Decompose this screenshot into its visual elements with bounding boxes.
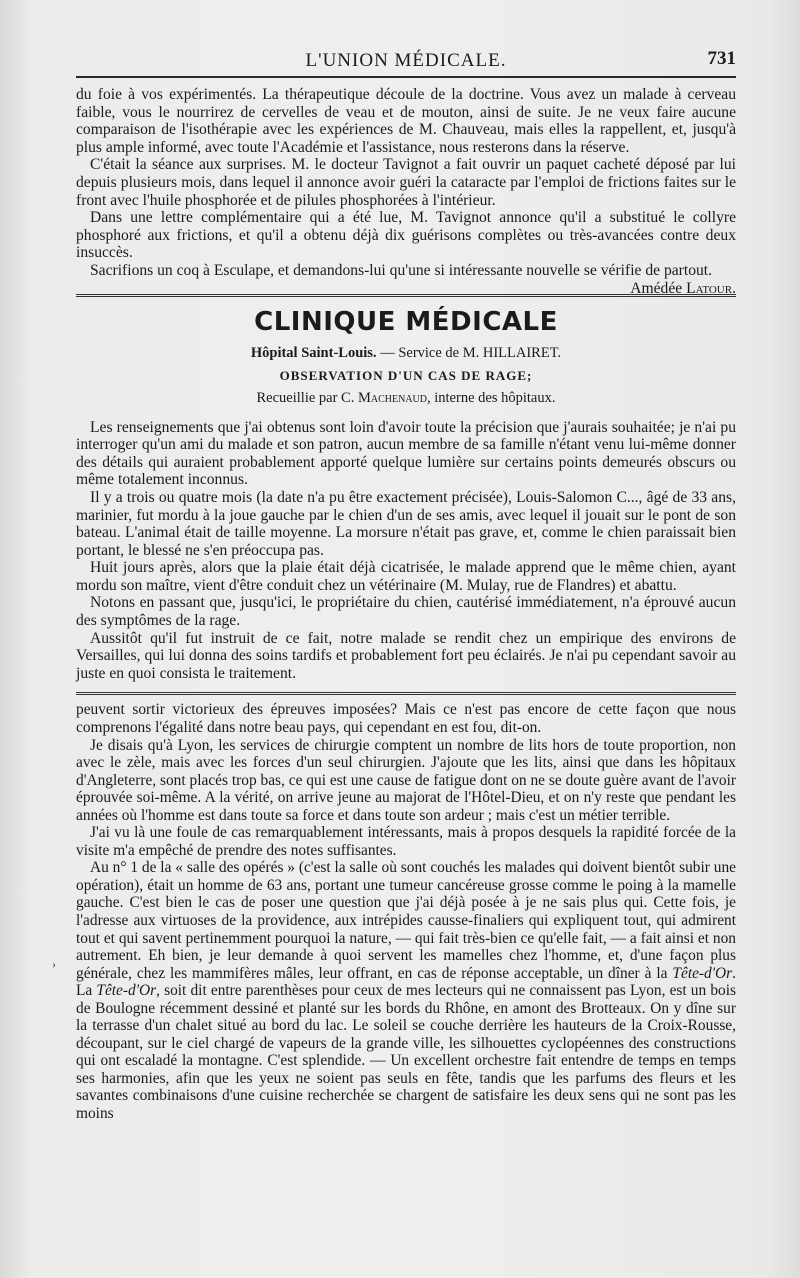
page-content — [76, 44, 736, 1123]
feuilleton-section — [76, 701, 736, 1122]
observation-title: OBSERVATION D'UN CAS DE RAGE; — [279, 367, 533, 383]
feuilleton-long-part-1: Au n° 1 de la « salle des opérés » (c'est la salle où sont couchés les malades qui doivent bientôt subir une opération), était un homme de 63 ans, portant une tumeur cancéreuse grosse comme le poing à la mamelle gauche. C'est bien le cas de poser une question que j'ai déjà posée à je ne sais plus qui. Cette fois, je l'adresse aux virtuoses de la providence, aux intrépides causse-finaliers qui expliquent tout, qui admirent tout et qui savent pertinemment pourquoi la nature, — qui fait très-bien ce qu'elle fait, — a fait ainsi et non autrement. Eh bien, je leur demande à quoi servent les mamelles chez l'homme, et, d'une façon plus générale, chez les mammifères mâles, leur offrant, en cas de réponse acceptable, un dîner à la — [76, 859, 736, 982]
recueil-author: Machenaud — [357, 389, 427, 406]
service-name: — Service de M. HILLAIRET. — [380, 344, 562, 361]
clinic-body — [76, 419, 736, 683]
signature-first-name: Amédée — [630, 279, 683, 297]
section-title: CLINIQUE MÉDICALE — [254, 306, 558, 337]
intro-paragraph-1: du foie à vos expérimentés. La thérapeutique découle de la doctrine. Vous avez un malade à cerveau faible, vous le nourrirez de cervelles de veau et de mouton, ainsi de suite. Je ne veux faire aucune comparaison de l'isothérapie avec les expériences de M. Chauveau, mais elles la rappellent, et, jusqu'à plus ample informé, avec toute l'Académie et l'assistance, nous resterons dans la réserve. — [76, 86, 736, 156]
clinic-paragraph-3: Huit jours après, alors que la plaie était déjà cicatrisée, le malade apprend que le même chien, ayant mordu son maître, vient d'être conduit chez un vétérinaire (M. Mulay, rue de Flandres) et abattu. — [76, 559, 736, 594]
clinic-paragraph-5: Aussitôt qu'il fut instruit de ce fait, notre malade se rendit chez un empirique des environs de Versailles, qui lui donna des soins tardifs et probablement fort peu éclairés. Je n'ai pu cependant savoir au juste en quoi consista le traitement. — [76, 629, 736, 682]
tete-dor-ref-2: Tête-d'Or — [96, 982, 157, 1000]
feuilleton-divider — [76, 692, 736, 695]
feuilleton-paragraph-2: Je disais qu'à Lyon, les services de chirurgie comptent un nombre de lits hors de toute proportion, non avec le zèle, mais avec les forces d'un seul chirurgien. J'ajoute que les lits, ainsi que dans les hôpitaux d'Angleterre, sont placés trop bas, ce qui est une cause de fatigue dont on ne se doute guère avant de l'avoir éprouvée soi-même. A la vérité, on arrive jeune au majorat de l'Hôtel-Dieu, et on n'y reste que pendant les années où l'homme est dans toute sa force et dans toute son ardeur ; mais c'est un métier terrible. — [76, 736, 736, 824]
intro-last-paragraph: Sacrifions un coq à Esculape, et demandons-lui qu'une si intéressante nouvelle se vérifie de partout. — [90, 261, 713, 279]
recueil-suffix: , interne des hôpitaux. — [427, 389, 556, 406]
signature — [616, 280, 736, 298]
clinic-paragraph-4: Notons en passant que, jusqu'ici, le propriétaire du chien, cautérisé immédiatement, n'a éprouvé aucun des symptômes de la rage. — [76, 594, 736, 630]
feuilleton-paragraph-1: peuvent sortir victorieux des épreuves imposées? Mais ce n'est pas encore de cette façon que nous comprenons l'égalité dans notre beau pays, qui cependant en est fou, dit-on. — [76, 701, 736, 736]
running-title: L'UNION MÉDICALE. — [305, 50, 507, 71]
hospital-name: Hôpital Saint-Louis. — [250, 344, 377, 361]
recueil-prefix: Recueillie par C. — [256, 389, 355, 406]
page-header — [76, 44, 736, 78]
recueil-line — [76, 390, 736, 407]
intro-paragraph-3: Dans une lettre complémentaire qui a été lue, M. Tavignot annonce qu'il a substitué le collyre phosphoré aux frictions, et qu'il a obtenu déjà dix guérisons complètes ou très-avancées contre deux insuccès. — [76, 209, 736, 262]
signature-last-name: Latour. — [686, 279, 736, 297]
clinic-paragraph-2: Il y a trois ou quatre mois (la date n'a pu être exactement précisée), Louis-Salomon C..., âgé de 33 ans, marinier, fut mordu à la joue gauche par le chien d'un de ses amis, avec lequel il jouait sur le pont de son bateau. L'animal était de taille moyenne. La morsure n'était pas grave, et, comme le chien paraissait bien portant, le blessé ne s'en préoccupa pas. — [76, 488, 736, 559]
intro-paragraph-4 — [76, 261, 736, 297]
margin-mark: › — [52, 957, 56, 971]
tete-dor-ref-1: Tête-d'Or — [672, 964, 733, 982]
feuilleton-paragraph-3: J'ai vu là une foule de cas remarquablement intéressants, mais à propos desquels la rapidité forcée de la visite m'a empêché de prendre des notes suffisantes. — [76, 824, 736, 859]
hospital-line — [76, 345, 736, 362]
feuilleton-paragraph-4 — [76, 859, 736, 1122]
intro-paragraph-2: C'était la séance aux surprises. M. le docteur Tavignot a fait ouvrir un paquet cacheté déposé par lui depuis plusieurs mois, dans lequel il annonce avoir guéri la cataracte par l'emploi de frictions faites sur le front avec l'huile phosphorée et de pilules phosphorées à l'intérieur. — [76, 156, 736, 209]
feuilleton-long-part-2: . La — [76, 964, 736, 1000]
clinic-paragraph-1: Les renseignements que j'ai obtenus sont loin d'avoir toute la précision que j'aurais souhaitée; je n'ai pu interroger qu'un ami du malade et son patron, aucun membre de sa famille n'étant venu lui-même donner des détails qui auraient probablement apporté quelque lumière sur certains points demeurés obscurs ou même totalement inconnus. — [76, 418, 736, 489]
page-number: 731 — [707, 48, 736, 69]
intro-section — [76, 86, 736, 297]
feuilleton-long-part-3: , soit dit entre parenthèses pour ceux de mes lecteurs qui ne connaissent pas Lyon, est un bois de Boulogne récemment dessiné et planté sur les bords du Rhône, en amont des Brotteaux. On y dîne sur la terrasse d'un chalet situé au bord du lac. Le soleil se couche derrière les hauteurs de la Croix-Rousse, découpant, sur le ciel chargé de vapeurs de la grande ville, les silhouettes cyclopéennes des constructions qui ont escaladé la montagne. C'est splendide. — Un excellent orchestre fait entendre de temps en temps ses harmonies, afin que les yeux ne soient pas seuls en fête, tandis que les parfums des fleurs et les savantes combinaisons d'une cuisine recherchée se chargent de satisfaire les deux sens qui ne sont pas les moins — [76, 982, 736, 1123]
